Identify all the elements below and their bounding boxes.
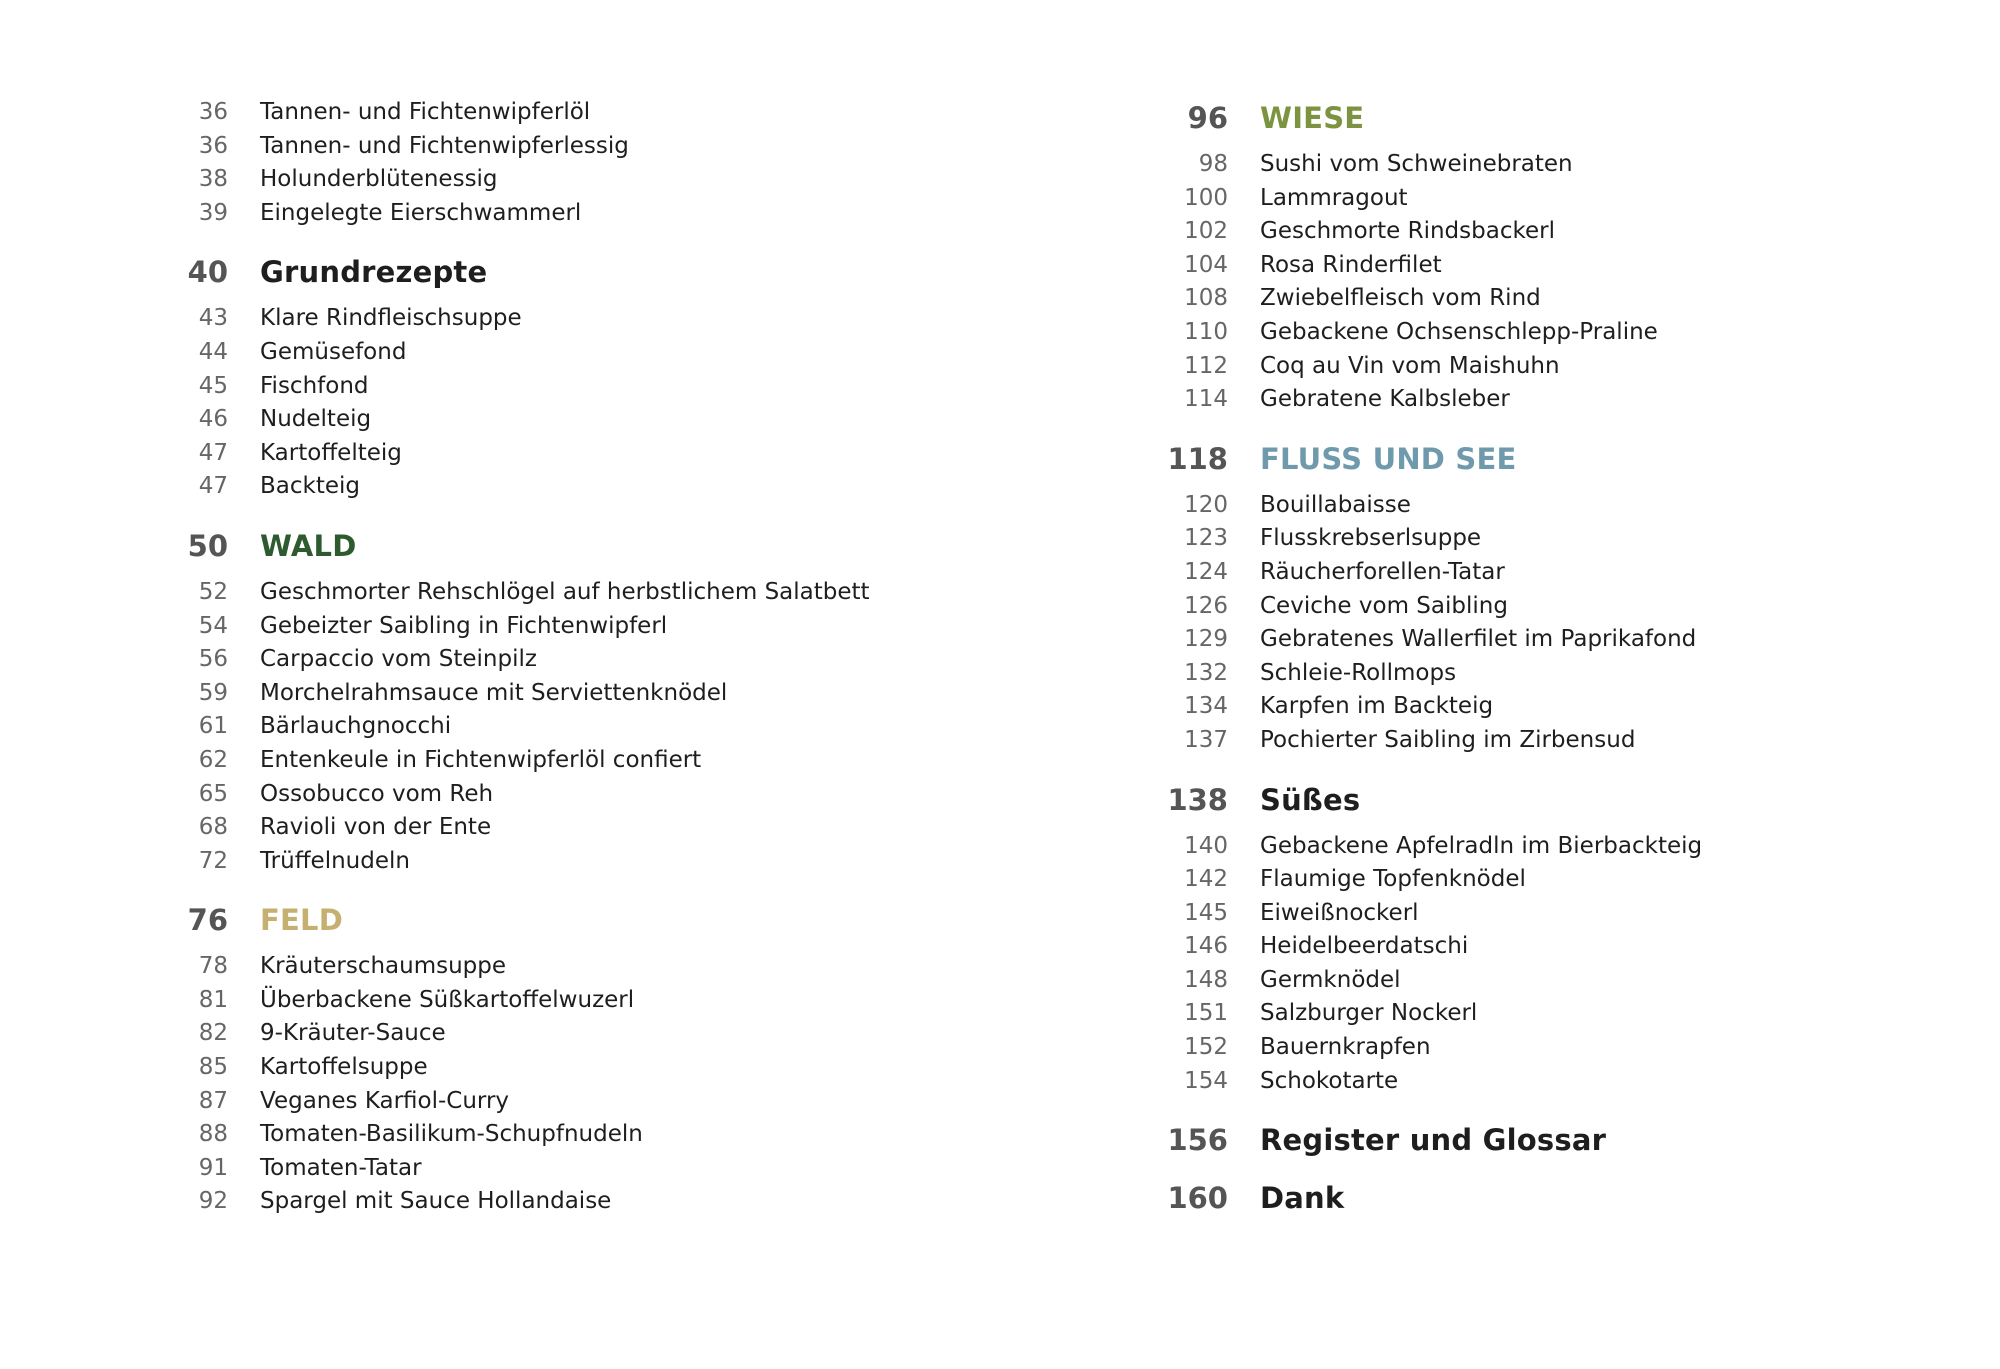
entry-page-number: 108: [1184, 285, 1228, 312]
entry-title: Karpfen im Backteig: [1260, 693, 1494, 720]
entry-title: Ravioli von der Ente: [260, 814, 492, 841]
entry-page-number: 81: [198, 986, 228, 1013]
entry-page-number: 61: [198, 713, 228, 740]
entry-page-number: 47: [198, 439, 228, 466]
section-page-number: 96: [1187, 101, 1228, 135]
entry-title: Heidelbeerdatschi: [1260, 933, 1469, 960]
toc-entry-schleie-rollmops: [1160, 657, 1920, 691]
entry-title: Geschmorter Rehschlögel auf herbstlichem Salatbett: [260, 578, 870, 605]
toc-entry-fischfond: [160, 370, 920, 404]
section-title: Grundrezepte: [260, 255, 488, 290]
entry-title: Rosa Rinderfilet: [1260, 251, 1442, 278]
entry-title: Gebeizter Saibling in Fichtenwipferl: [260, 612, 668, 639]
entry-page-number: 43: [198, 305, 228, 332]
toc-entry-eiweissnockerl: [1160, 897, 1920, 931]
toc-entry-pochierter-saibling-im-zirbensud: [1160, 724, 1920, 758]
entry-page-number: 52: [198, 578, 228, 605]
toc-entry-heidelbeerdatschi: [1160, 930, 1920, 964]
entry-title: Eingelegte Eierschwammerl: [260, 199, 582, 226]
toc-entry-eingelegte-eierschwammerl: [160, 197, 920, 231]
entry-page-number: 62: [198, 746, 228, 773]
entry-page-number: 72: [198, 847, 228, 874]
entry-page-number: 91: [198, 1154, 228, 1181]
toc-entry-spargel-mit-sauce-hollandaise: [160, 1185, 920, 1219]
entry-page-number: 38: [198, 166, 228, 193]
entry-page-number: 39: [198, 199, 228, 226]
toc-section-register-und-glossar: [1160, 1118, 1920, 1162]
entry-title: Gebratenes Wallerfilet im Paprikafond: [1260, 626, 1697, 653]
entry-page-number: 151: [1184, 1000, 1228, 1027]
entry-page-number: 148: [1184, 966, 1228, 993]
entry-page-number: 102: [1184, 218, 1228, 245]
toc-section-fluss-und-see: [1160, 437, 1920, 481]
toc-entry-holunderbluetenessig: [160, 163, 920, 197]
toc-entry-sushi-vom-schweinebraten: [1160, 148, 1920, 182]
entry-page-number: 146: [1184, 933, 1228, 960]
entry-page-number: 44: [198, 338, 228, 365]
toc-entry-coq-au-vin-vom-maishuhn: [1160, 350, 1920, 384]
toc-entry-morchelrahmsauce-mit-serviettenknoedel: [160, 677, 920, 711]
entry-title: Eiweißnockerl: [1260, 899, 1419, 926]
entry-page-number: 140: [1184, 832, 1228, 859]
entry-title: Kartoffelteig: [260, 439, 402, 466]
entry-page-number: 129: [1184, 626, 1228, 653]
entry-title: Schleie-Rollmops: [1260, 659, 1457, 686]
entry-page-number: 68: [198, 814, 228, 841]
entry-title: Gebratene Kalbsleber: [1260, 386, 1510, 413]
entry-title: Coq au Vin vom Maishuhn: [1260, 352, 1560, 379]
entry-page-number: 54: [198, 612, 228, 639]
toc-entry-gebeizter-saibling-in-fichtenwipferl: [160, 610, 920, 644]
toc-entry-ueberbackene-suesskartoffelwuzerl: [160, 984, 920, 1018]
toc-entry-karpfen-im-backteig: [1160, 690, 1920, 724]
section-page-number: 118: [1167, 441, 1228, 476]
toc-entry-germknoedel: [1160, 964, 1920, 998]
toc-entry-ossobucco-vom-reh: [160, 778, 920, 812]
entry-title: Tomaten-Basilikum-Schupfnudeln: [260, 1121, 643, 1148]
entry-page-number: 92: [198, 1188, 228, 1215]
entry-title: Spargel mit Sauce Hollandaise: [260, 1188, 612, 1215]
section-page-number: 50: [187, 528, 228, 563]
entry-title: Backteig: [260, 473, 360, 500]
entry-title: Tannen- und Fichtenwipferlessig: [260, 132, 629, 159]
toc-entry-kartoffelteig: [160, 437, 920, 471]
toc-entry-backteig: [160, 470, 920, 504]
entry-page-number: 123: [1184, 525, 1228, 552]
toc-entry-entenkeule-in-fichtenwipferloel-confiert: [160, 744, 920, 778]
toc-entry-rosa-rinderfilet: [1160, 249, 1920, 283]
entry-title: Gemüsefond: [260, 338, 407, 365]
toc-section-suesses: [1160, 778, 1920, 822]
toc-entry-geschmorter-rehschloegel-auf-herbstlichem-salatbett: [160, 576, 920, 610]
section-title: WIESE: [1260, 101, 1365, 135]
entry-page-number: 152: [1184, 1034, 1228, 1061]
entry-title: Kartoffelsuppe: [260, 1054, 428, 1081]
toc-entry-ravioli-von-der-ente: [160, 811, 920, 845]
toc-entry-trueffelnudeln: [160, 845, 920, 879]
section-title: FELD: [260, 903, 343, 938]
section-title: Süßes: [1260, 782, 1361, 817]
entry-title: Fischfond: [260, 372, 369, 399]
entry-page-number: 36: [198, 132, 228, 159]
entry-title: Holunderblütenessig: [260, 166, 498, 193]
toc-entry-9-kraeuter-sauce: [160, 1017, 920, 1051]
entry-title: Trüffelnudeln: [260, 847, 410, 874]
section-title: WALD: [260, 528, 357, 563]
entry-title: Sushi vom Schweinebraten: [1260, 151, 1573, 177]
entry-page-number: 85: [198, 1054, 228, 1081]
entry-page-number: 134: [1184, 693, 1228, 720]
section-page-number: 138: [1167, 782, 1228, 817]
entry-title: Nudelteig: [260, 406, 372, 433]
entry-page-number: 114: [1184, 386, 1228, 413]
entry-title: Tomaten-Tatar: [260, 1154, 422, 1181]
entry-title: Bouillabaisse: [1260, 491, 1411, 518]
entry-title: Germknödel: [1260, 966, 1401, 993]
entry-page-number: 87: [198, 1087, 228, 1114]
entry-title: Bärlauchgnocchi: [260, 713, 452, 740]
toc-entry-kartoffelsuppe: [160, 1051, 920, 1085]
toc-entry-nudelteig: [160, 403, 920, 437]
toc-entry-gebackene-apfelradln-im-bierbackteig: [1160, 830, 1920, 864]
toc-section-dank: [1160, 1176, 1920, 1220]
entry-title: Tannen- und Fichtenwipferlöl: [260, 99, 591, 125]
entry-title: Lammragout: [1260, 184, 1408, 211]
entry-page-number: 137: [1184, 726, 1228, 753]
section-page-number: 40: [187, 255, 228, 290]
toc-entry-carpaccio-vom-steinpilz: [160, 643, 920, 677]
section-page-number: 160: [1167, 1181, 1228, 1216]
toc-entry-gebratene-kalbsleber: [1160, 383, 1920, 417]
entry-title: Flaumige Topfenknödel: [1260, 866, 1526, 893]
toc-entry-raeucherforellen-tatar: [1160, 556, 1920, 590]
entry-page-number: 124: [1184, 558, 1228, 585]
entry-page-number: 45: [198, 372, 228, 399]
toc-entry-tomaten-basilikum-schupfnudeln: [160, 1118, 920, 1152]
entry-title: 9-Kräuter-Sauce: [260, 1020, 446, 1047]
entry-page-number: 154: [1184, 1067, 1228, 1094]
entry-title: Veganes Karfiol-Curry: [260, 1087, 510, 1114]
entry-page-number: 145: [1184, 899, 1228, 926]
toc-entry-gebackene-ochsenschlepp-praline: [1160, 316, 1920, 350]
toc-entry-flaumige-topfenknoedel: [1160, 863, 1920, 897]
toc-entry-klare-rindfleischsuppe: [160, 302, 920, 336]
entry-page-number: 88: [198, 1121, 228, 1148]
entry-page-number: 142: [1184, 866, 1228, 893]
entry-page-number: 59: [198, 679, 228, 706]
entry-title: Zwiebelfleisch vom Rind: [1260, 285, 1541, 312]
toc-entry-zwiebelfleisch-vom-rind: [1160, 282, 1920, 316]
entry-page-number: 78: [198, 953, 228, 980]
entry-title: Bauernkrapfen: [1260, 1034, 1431, 1061]
toc-entry-schokotarte: [1160, 1065, 1920, 1099]
toc-entry-bouillabaisse: [1160, 489, 1920, 523]
section-page-number: 156: [1167, 1123, 1228, 1158]
toc-entry-lammragout: [1160, 182, 1920, 216]
entry-page-number: 36: [198, 99, 228, 125]
toc-section-wald: [160, 524, 920, 568]
entry-page-number: 65: [198, 780, 228, 807]
entry-title: Ossobucco vom Reh: [260, 780, 494, 807]
entry-title: Entenkeule in Fichtenwipferlöl confiert: [260, 746, 702, 773]
toc-entry-bauernkrapfen: [1160, 1031, 1920, 1065]
entry-page-number: 56: [198, 646, 228, 673]
section-title: FLUSS UND SEE: [1260, 441, 1517, 476]
section-title: Dank: [1260, 1181, 1345, 1216]
toc-section-grundrezepte: [160, 250, 920, 294]
toc-entry-flusskrebserlsuppe: [1160, 522, 1920, 556]
toc-entry-tannen-und-fichtenwipferlessig: [160, 130, 920, 164]
section-page-number: 76: [187, 903, 228, 938]
toc-entry-baerlauchgnocchi: [160, 710, 920, 744]
entry-page-number: 104: [1184, 251, 1228, 278]
toc-entry-kraeuterschaumsuppe: [160, 950, 920, 984]
entry-page-number: 46: [198, 406, 228, 433]
entry-title: Ceviche vom Saibling: [1260, 592, 1508, 619]
entry-title: Gebackene Apfelradln im Bierbackteig: [1260, 832, 1703, 859]
entry-title: Salzburger Nockerl: [1260, 1000, 1478, 1027]
entry-title: Morchelrahmsauce mit Serviettenknödel: [260, 679, 728, 706]
toc-entry-tomaten-tatar: [160, 1152, 920, 1186]
entry-title: Pochierter Saibling im Zirbensud: [1260, 726, 1636, 753]
entry-page-number: 100: [1184, 184, 1228, 211]
entry-page-number: 126: [1184, 592, 1228, 619]
entry-page-number: 132: [1184, 659, 1228, 686]
entry-title: Überbackene Süßkartoffelwuzerl: [260, 986, 635, 1013]
toc-entry-tannen-und-fichtenwipferloel: [160, 96, 920, 130]
entry-page-number: 82: [198, 1020, 228, 1047]
toc-entry-ceviche-vom-saibling: [1160, 590, 1920, 624]
entry-page-number: 47: [198, 473, 228, 500]
toc-entry-geschmorte-rindsbackerl: [1160, 215, 1920, 249]
entry-page-number: 112: [1184, 352, 1228, 379]
toc-section-wiese: [1160, 96, 1920, 140]
entry-title: Gebackene Ochsenschlepp-Praline: [1260, 318, 1658, 345]
toc-entry-salzburger-nockerl: [1160, 997, 1920, 1031]
entry-title: Carpaccio vom Steinpilz: [260, 646, 537, 673]
toc-entry-veganes-karfiol-curry: [160, 1085, 920, 1119]
entry-title: Kräuterschaumsuppe: [260, 953, 507, 980]
toc-left-column: [160, 96, 920, 1219]
section-title: Register und Glossar: [1260, 1123, 1607, 1158]
entry-title: Räucherforellen-Tatar: [1260, 558, 1505, 585]
toc-section-feld: [160, 898, 920, 942]
entry-title: Schokotarte: [1260, 1067, 1399, 1094]
entry-page-number: 98: [1198, 151, 1228, 177]
entry-title: Geschmorte Rindsbackerl: [1260, 218, 1555, 245]
entry-title: Flusskrebserlsuppe: [1260, 525, 1482, 552]
entry-page-number: 120: [1184, 491, 1228, 518]
toc-entry-gebratenes-wallerfilet-im-paprikafond: [1160, 623, 1920, 657]
entry-title: Klare Rindfleischsuppe: [260, 305, 522, 332]
entry-page-number: 110: [1184, 318, 1228, 345]
toc-right-column: [1160, 96, 1920, 1228]
toc-entry-gemuesefond: [160, 336, 920, 370]
